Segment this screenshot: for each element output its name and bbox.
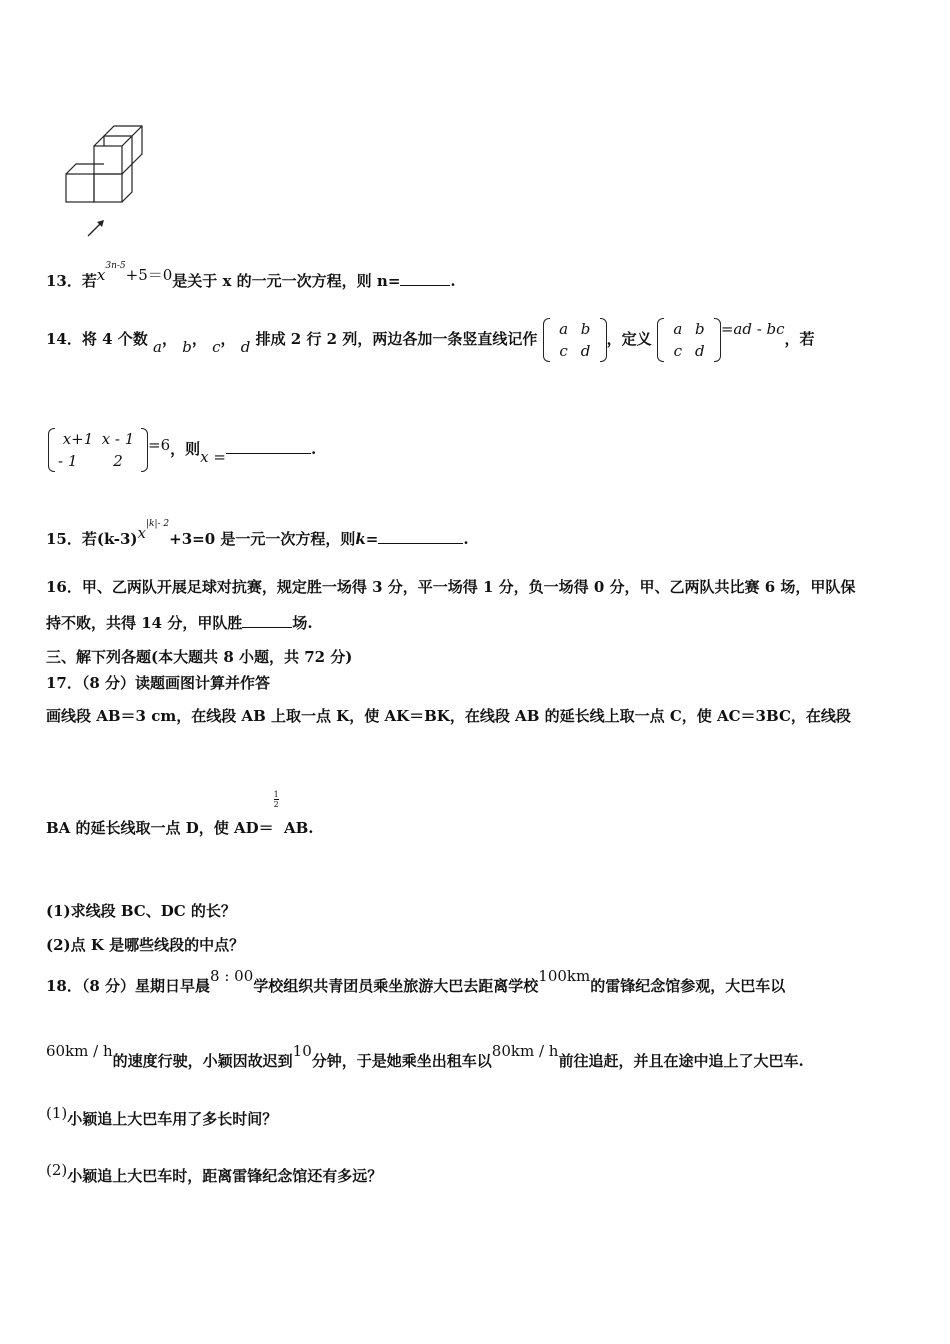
question-15: 15．若$(k-3)x^{|k|- 2}+3=0$ 是一元一次方程，则k= . <box>46 519 469 548</box>
answer-blank <box>226 439 311 454</box>
fraction-half: $\frac{1}{2}$ <box>273 790 279 809</box>
answer-blank <box>400 271 450 286</box>
question-17-line1: 画线段 AB＝3 cm，在线段 AB 上取一点 K，使 AK＝BK，在线段 AB 的延长线上取一点 C，使 AC＝3BC，在线段 <box>46 707 851 725</box>
question-13: 13．若$x^{3n-5}+5=0$是关于 x 的一元一次方程，则 n= . <box>46 261 456 290</box>
matrix-equation: x+1 x - 1 - 1 2 <box>48 428 148 472</box>
answer-blank <box>378 529 463 544</box>
question-16-line1: 16．甲、乙两队开展足球对抗赛，规定胜一场得 3 分，平一场得 1 分，负一场得 0 分，甲、乙两队共比赛 6 场，甲队保 <box>46 578 856 596</box>
question-14-equation: x+1 x - 1 - 1 2 =6，则x = . <box>48 428 316 488</box>
cube-figure <box>58 120 158 240</box>
question-17-sub1: (1)求线段 BC、DC 的长？ <box>46 902 236 920</box>
matrix-notation: a b c d <box>543 318 607 362</box>
matrix-definition: a b c d <box>657 318 721 362</box>
answer-blank <box>242 613 292 628</box>
question-17-sub2: (2)点 K 是哪些线段的中点？ <box>46 936 245 954</box>
question-18-line1: 18．（8 分）星期日早晨8 : 00学校组织共青团员乘坐旅游大巴去距离学校100km的雷锋纪念馆参观，大巴车以 <box>46 967 786 995</box>
question-18-sub1: (1)小颖追上大巴车用了多长时间？ <box>46 1104 278 1128</box>
question-14: 14．将 4 个数 a， b， c， d 排成 2 行 2 列，两边各加一条竖直线记作 a b c d ，定义 a b c d =ad - bc，若 <box>46 320 815 360</box>
section-heading: 三、解下列各题(本大题共 8 小题，共 72 分) <box>46 648 353 666</box>
question-16-line2: 持不败，共得 14 分，甲队胜 场. <box>46 614 313 632</box>
question-18-line2: 60km / h的速度行驶，小颖因故迟到10分钟，于是她乘坐出租车以80km / h前往追赶，并且在途中追上了大巴车. <box>46 1042 804 1070</box>
question-17-line2: BA 的延长线取一点 D，使 AD＝ $\frac{1}{2}$ AB. <box>46 790 314 837</box>
arrow-icon <box>88 220 104 236</box>
question-17-title: 17．（8 分）读题画图计算并作答 <box>46 674 271 692</box>
question-18-sub2: (2)小颖追上大巴车时，距离雷锋纪念馆还有多远？ <box>46 1161 383 1185</box>
